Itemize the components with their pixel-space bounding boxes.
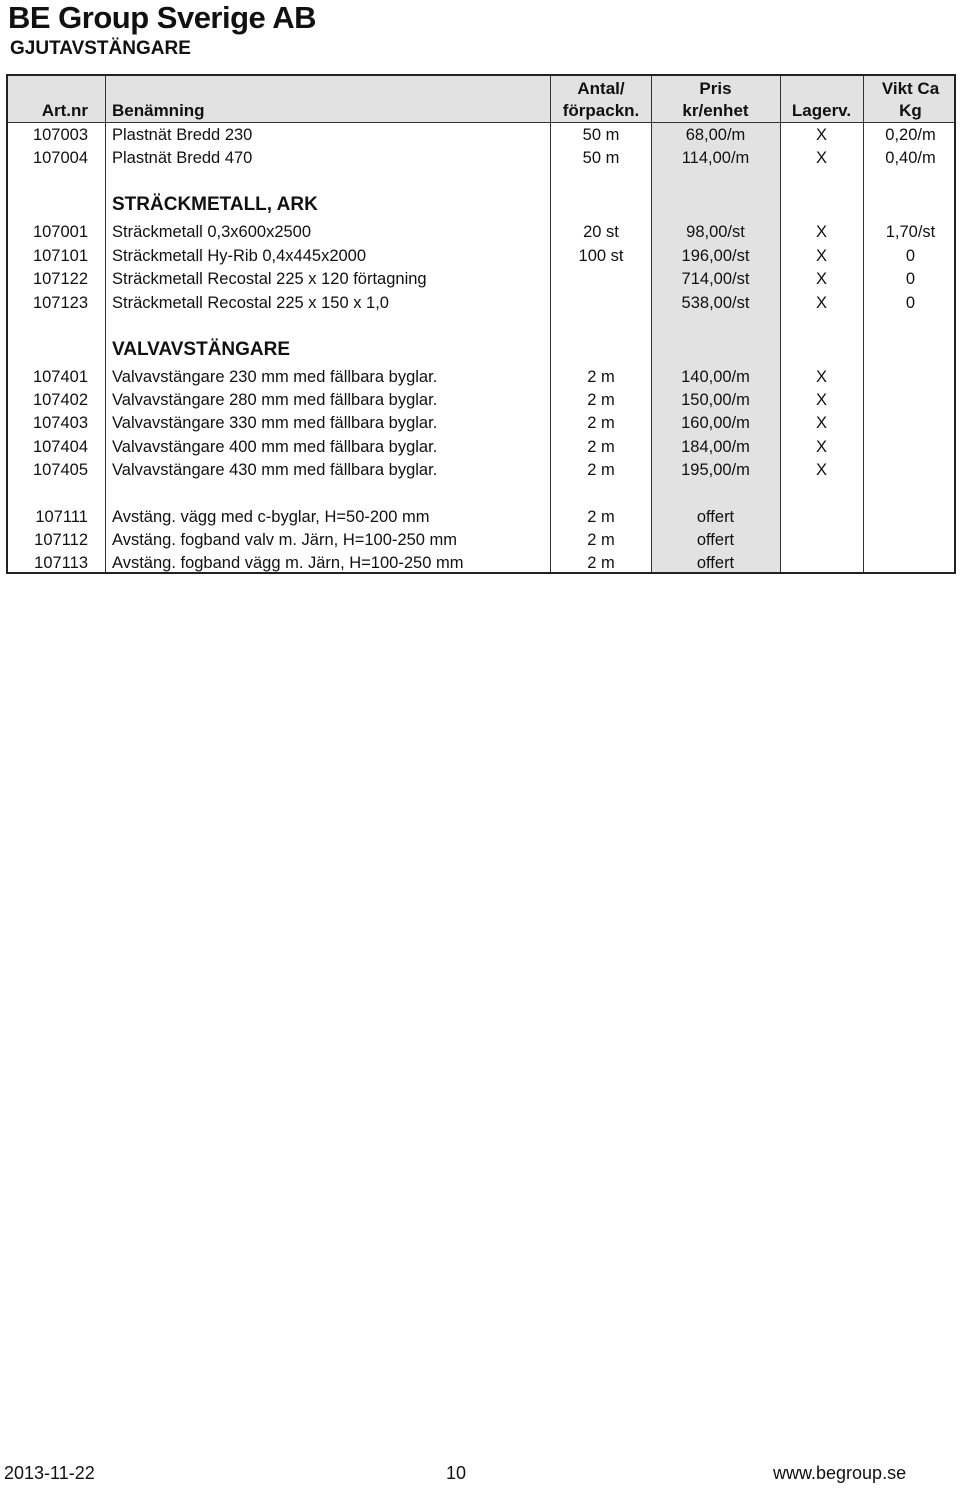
table-row-art: 107123 xyxy=(32,294,88,312)
table-row-name: Valvavstängare 230 mm med fällbara byglar. xyxy=(112,368,438,386)
table-row-price: 195,00/m xyxy=(681,461,750,479)
table-row-art: 107401 xyxy=(32,368,88,386)
table-row-name: Valvavstängare 400 mm med fällbara byglar. xyxy=(112,438,438,456)
table-row-art: 107122 xyxy=(32,270,88,288)
header-art-nr: Art.nr xyxy=(41,101,88,120)
table-row-qty: 2 m xyxy=(587,461,615,479)
table-row-name: Valvavstängare 280 mm med fällbara byglar. xyxy=(112,391,438,409)
table-row-price: offert xyxy=(696,508,735,526)
table-row-price: 196,00/st xyxy=(681,247,750,265)
header-antal-line1: Antal/ xyxy=(577,79,625,98)
table-row-art: 107001 xyxy=(32,223,88,241)
table-row-art: 107405 xyxy=(32,461,88,479)
table-row-stock: X xyxy=(815,149,827,167)
table-row-name: Plastnät Bredd 470 xyxy=(112,149,253,167)
table-row-qty: 2 m xyxy=(587,554,615,572)
table-row-stock: X xyxy=(815,438,827,456)
table-row-name: Sträckmetall Recostal 225 x 120 förtagning xyxy=(112,270,427,288)
table-row-price: 714,00/st xyxy=(681,270,750,288)
table-row-price: 538,00/st xyxy=(681,294,750,312)
table-row-weight: 0,40/m xyxy=(885,149,936,167)
table-row-stock: X xyxy=(815,391,827,409)
header-lagerv: Lagerv. xyxy=(791,101,852,120)
table-row-weight: 0 xyxy=(905,294,916,312)
table-row-name: Sträckmetall Hy-Rib 0,4x445x2000 xyxy=(112,247,367,265)
table-row-name: Avstäng. fogband valv m. Järn, H=100-250 mm xyxy=(112,531,458,549)
table-row-price: 140,00/m xyxy=(681,368,750,386)
company-logo-text: BE Group Sverige AB xyxy=(8,0,317,35)
table-row-weight: 1,70/st xyxy=(885,223,936,241)
table-row-name: Sträckmetall Recostal 225 x 150 x 1,0 xyxy=(112,294,389,312)
group-title-strackmetall: STRÄCKMETALL, ARK xyxy=(112,194,318,215)
table-row-qty: 50 m xyxy=(582,126,620,144)
table-row-name: Valvavstängare 330 mm med fällbara byglar. xyxy=(112,414,438,432)
header-benamning: Benämning xyxy=(112,101,205,120)
section-title: GJUTAVSTÄNGARE xyxy=(10,38,191,59)
table-row-price: 150,00/m xyxy=(681,391,750,409)
table-row-stock: X xyxy=(815,368,827,386)
header-pris-line2: kr/enhet xyxy=(682,101,749,120)
table-row-qty: 2 m xyxy=(587,391,615,409)
table-row-name: Avstäng. vägg med c-byglar, H=50-200 mm xyxy=(112,508,430,526)
table-row-stock: X xyxy=(815,126,827,144)
table-row-price: 98,00/st xyxy=(686,223,745,241)
footer-page-number: 10 xyxy=(446,1463,467,1483)
table-row-name: Valvavstängare 430 mm med fällbara byglar. xyxy=(112,461,438,479)
table-row-art: 107111 xyxy=(35,508,88,526)
table-row-weight: 0,20/m xyxy=(885,126,936,144)
column-divider xyxy=(105,76,106,572)
table-row-qty: 2 m xyxy=(587,414,615,432)
table-row-stock: X xyxy=(815,461,827,479)
table-row-art: 107112 xyxy=(34,531,88,549)
table-row-art: 107402 xyxy=(32,391,88,409)
group-title-valvavstangare: VALVAVSTÄNGARE xyxy=(112,339,291,360)
table-row-qty: 20 st xyxy=(583,223,619,241)
table-row-price: 184,00/m xyxy=(681,438,750,456)
table-row-weight: 0 xyxy=(905,270,916,288)
header-antal-line2: förpackn. xyxy=(562,101,640,120)
price-table xyxy=(6,74,956,574)
table-row-price: 114,00/m xyxy=(681,149,750,167)
table-row-art: 107004 xyxy=(32,149,88,167)
table-row-weight: 0 xyxy=(905,247,916,265)
table-row-art: 107113 xyxy=(34,554,88,572)
table-row-qty: 2 m xyxy=(587,508,615,526)
table-row-qty: 2 m xyxy=(587,368,615,386)
table-row-qty: 2 m xyxy=(587,438,615,456)
table-row-qty: 2 m xyxy=(587,531,615,549)
table-row-stock: X xyxy=(815,270,827,288)
header-vikt-line2: Kg xyxy=(899,101,922,120)
header-divider xyxy=(8,122,954,123)
header-vikt-line1: Vikt Ca xyxy=(881,79,940,98)
table-row-name: Avstäng. fogband vägg m. Järn, H=100-250 mm xyxy=(112,554,464,572)
table-row-art: 107101 xyxy=(32,247,88,265)
table-row-name: Sträckmetall 0,3x600x2500 xyxy=(112,223,312,241)
header-pris-line1: Pris xyxy=(699,79,732,98)
table-row-stock: X xyxy=(815,414,827,432)
table-row-art: 107403 xyxy=(32,414,88,432)
table-row-qty: 50 m xyxy=(582,149,620,167)
table-row-price: offert xyxy=(696,554,735,572)
table-row-qty: 100 st xyxy=(578,247,624,265)
table-row-stock: X xyxy=(815,294,827,312)
table-row-name: Plastnät Bredd 230 xyxy=(112,126,253,144)
table-row-art: 107003 xyxy=(32,126,88,144)
footer-website-link[interactable]: www.begroup.se xyxy=(773,1463,907,1483)
table-row-art: 107404 xyxy=(32,438,88,456)
table-row-price: offert xyxy=(696,531,735,549)
table-row-price: 160,00/m xyxy=(681,414,750,432)
table-row-stock: X xyxy=(815,223,827,241)
footer-date: 2013-11-22 xyxy=(4,1463,95,1483)
table-row-stock: X xyxy=(815,247,827,265)
table-row-price: 68,00/m xyxy=(685,126,746,144)
